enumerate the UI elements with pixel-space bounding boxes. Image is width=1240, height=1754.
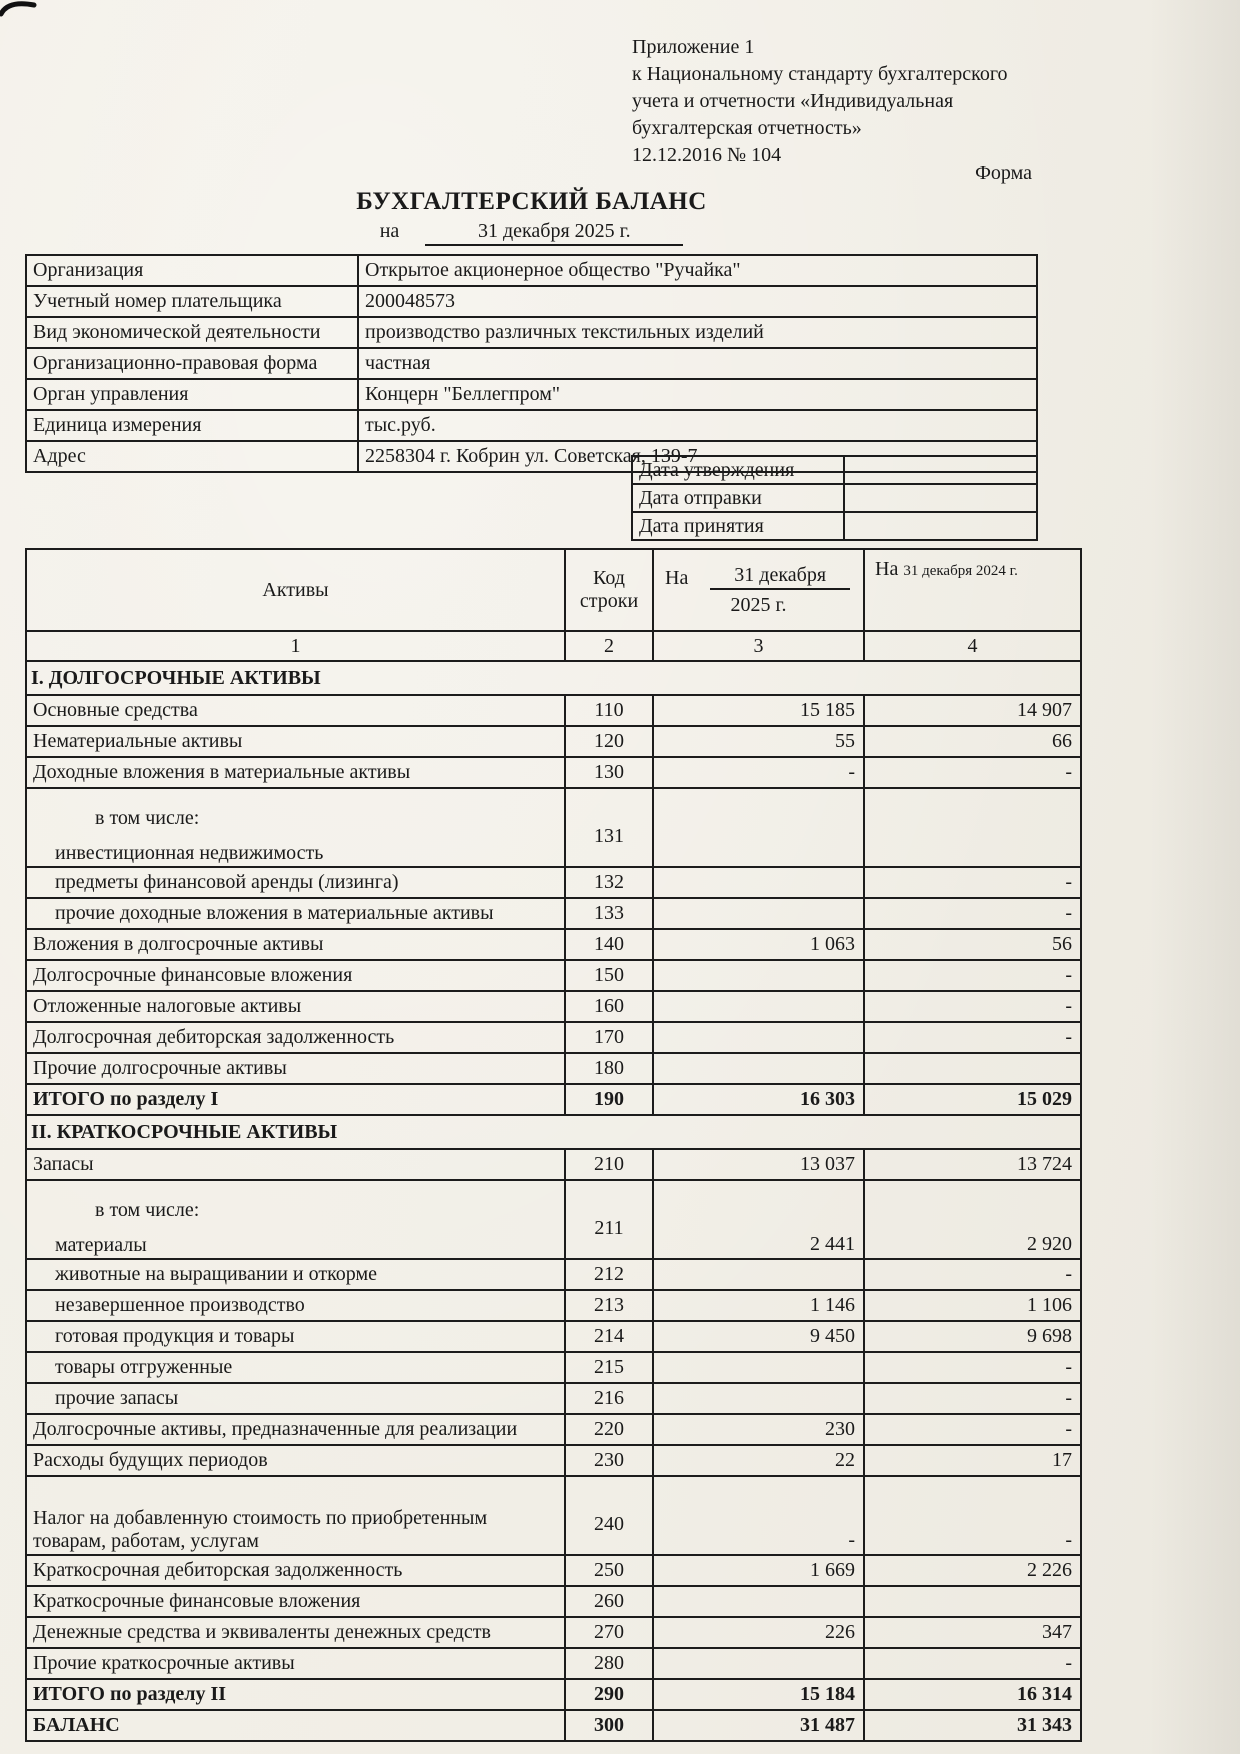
- asset-row-value-2025: 230: [653, 1414, 864, 1445]
- asset-row-label: [26, 1149, 565, 1180]
- appendix-line: Приложение 1: [632, 36, 755, 58]
- approval-date-row: [632, 456, 1037, 484]
- org-info-row: [26, 410, 1037, 441]
- asset-row-value-2024: -: [864, 867, 1081, 898]
- asset-row-code: 180: [565, 1053, 653, 1084]
- approval-dates-body: [632, 456, 1037, 540]
- asset-row-label-text: материалы: [55, 1234, 147, 1256]
- asset-row-value-2025: [653, 1648, 864, 1679]
- asset-row-value-2025: 1 669: [653, 1555, 864, 1586]
- asset-row-value-2024: -: [864, 991, 1081, 1022]
- asset-row-code: 170: [565, 1022, 653, 1053]
- asset-row-label-text: предметы финансовой аренды (лизинга): [55, 871, 399, 893]
- org-info-row: [26, 286, 1037, 317]
- page-title: БУХГАЛТЕРСКИЙ БАЛАНС: [356, 188, 707, 215]
- asset-row-value-2024: -: [864, 1476, 1081, 1555]
- col3-year: 2025 г.: [730, 593, 787, 616]
- asset-row-label: [26, 788, 565, 867]
- asset-row-code: 220: [565, 1414, 653, 1445]
- approval-date-label: Дата отправки: [632, 484, 844, 512]
- asset-row-value-2025: [653, 1383, 864, 1414]
- asset-row-value-2025: 16 303: [653, 1084, 864, 1115]
- asset-row: [26, 1586, 1081, 1617]
- section-title: I. ДОЛГОСРОЧНЫЕ АКТИВЫ: [26, 661, 1081, 695]
- year-2025-column-header: [653, 549, 864, 631]
- asset-row-label-text: ИТОГО по разделу I: [33, 1088, 219, 1110]
- asset-row-value-2024: 347: [864, 1617, 1081, 1648]
- asset-row-value-2024: -: [864, 1022, 1081, 1053]
- asset-row-value-2025: [653, 1022, 864, 1053]
- asset-row-label-text: товары отгруженные: [55, 1356, 233, 1378]
- asset-row-label-text: незавершенное производство: [55, 1294, 305, 1316]
- asset-row-code: 132: [565, 867, 653, 898]
- org-info-body: [26, 255, 1037, 472]
- org-info-row: [26, 255, 1037, 286]
- asset-row-label: [26, 1617, 565, 1648]
- asset-row-value-2024: 56: [864, 929, 1081, 960]
- appendix-line: учета и отчетности «Индивидуальная: [632, 90, 954, 112]
- asset-row-label-text: Нематериальные активы: [33, 730, 243, 752]
- asset-row-code: 150: [565, 960, 653, 991]
- column-number: 4: [864, 631, 1081, 661]
- asset-row-value-2025: 1 063: [653, 929, 864, 960]
- asset-row-code: 133: [565, 898, 653, 929]
- org-info-value: частная: [358, 348, 1037, 379]
- asset-row-code: 213: [565, 1290, 653, 1321]
- org-info-label: Учетный номер плательщика: [26, 286, 358, 317]
- asset-row-label: [26, 757, 565, 788]
- asset-row-label-text: Долгосрочная дебиторская задолженность: [33, 1026, 395, 1048]
- asset-row-code: 130: [565, 757, 653, 788]
- org-info-label: Адрес: [26, 441, 358, 472]
- balance-sheet-body: [26, 661, 1081, 1741]
- appendix-line: бухгалтерская отчетность»: [632, 117, 862, 139]
- asset-row-label: [26, 960, 565, 991]
- asset-row-label: [26, 1022, 565, 1053]
- approval-date-label: Дата принятия: [632, 512, 844, 540]
- column-header-row: [26, 549, 1081, 631]
- report-date-prefix: на: [379, 220, 400, 242]
- asset-row: [26, 1290, 1081, 1321]
- asset-row-code: 250: [565, 1555, 653, 1586]
- col4-prefix: На: [875, 558, 899, 580]
- asset-row-label-text: Налог на добавленную стоимость по приобретенным: [33, 1507, 488, 1529]
- org-info-label: Организационно-правовая форма: [26, 348, 358, 379]
- org-info-row: [26, 379, 1037, 410]
- asset-row-value-2024: 2 920: [864, 1180, 1081, 1259]
- year-2024-column-header: [864, 549, 1081, 631]
- asset-row: [26, 960, 1081, 991]
- asset-row-code: 270: [565, 1617, 653, 1648]
- section-header-row: [26, 1115, 1081, 1149]
- asset-row-code: 230: [565, 1445, 653, 1476]
- asset-row-label-text: прочие запасы: [55, 1387, 179, 1409]
- asset-row-label: [26, 991, 565, 1022]
- asset-row-value-2025: 15 185: [653, 695, 864, 726]
- col3-date: 31 декабря: [710, 564, 850, 590]
- asset-row: [26, 1648, 1081, 1679]
- asset-row-value-2025: [653, 1053, 864, 1084]
- asset-row-label-text: Прочие долгосрочные активы: [33, 1057, 287, 1079]
- column-number-row: [26, 631, 1081, 661]
- asset-row: [26, 726, 1081, 757]
- asset-row-code: 120: [565, 726, 653, 757]
- report-date-value: 31 декабря 2025 г.: [425, 220, 683, 246]
- asset-row-value-2025: 31 487: [653, 1710, 864, 1741]
- asset-row-label: [26, 1053, 565, 1084]
- asset-row-label: [26, 1180, 565, 1259]
- asset-row-value-2024: [864, 788, 1081, 867]
- appendix-line: к Национальному стандарту бухгалтерского: [632, 63, 1008, 85]
- asset-row-value-2025: 15 184: [653, 1679, 864, 1710]
- asset-row-value-2024: 17: [864, 1445, 1081, 1476]
- asset-row-value-2025: -: [653, 757, 864, 788]
- asset-row-label: [26, 929, 565, 960]
- asset-row-label: [26, 1679, 565, 1710]
- asset-row-label-text: Прочие краткосрочные активы: [33, 1652, 295, 1674]
- asset-row: [26, 867, 1081, 898]
- asset-row-label: [26, 898, 565, 929]
- org-info-value: Концерн "Беллегпром": [358, 379, 1037, 410]
- asset-row-value-2025: [653, 991, 864, 1022]
- approval-date-value: [844, 512, 1037, 540]
- asset-row: [26, 1259, 1081, 1290]
- asset-row-sublabel-header: в том числе:: [95, 807, 200, 829]
- asset-row: [26, 1555, 1081, 1586]
- asset-row-value-2024: 66: [864, 726, 1081, 757]
- asset-row-label-text: Долгосрочные активы, предназначенные для реализации: [33, 1418, 518, 1440]
- asset-row-code: 212: [565, 1259, 653, 1290]
- approval-date-label: Дата утверждения: [632, 456, 844, 484]
- asset-row: [26, 1180, 1081, 1259]
- asset-row: [26, 788, 1081, 867]
- approval-date-value: [844, 456, 1037, 484]
- asset-row-value-2025: [653, 867, 864, 898]
- asset-row-label: [26, 1476, 565, 1555]
- asset-row-value-2024: 13 724: [864, 1149, 1081, 1180]
- asset-row: [26, 991, 1081, 1022]
- asset-row-label-text: прочие доходные вложения в материальные активы: [55, 902, 494, 924]
- asset-row-value-2024: 1 106: [864, 1290, 1081, 1321]
- asset-row-code: 131: [565, 788, 653, 867]
- asset-row-value-2024: -: [864, 1648, 1081, 1679]
- assets-column-header: Активы: [26, 549, 565, 631]
- asset-row: [26, 1149, 1081, 1180]
- asset-row-label-text: БАЛАНС: [33, 1714, 120, 1736]
- asset-row-code: 214: [565, 1321, 653, 1352]
- asset-row: [26, 1352, 1081, 1383]
- asset-row-value-2024: 9 698: [864, 1321, 1081, 1352]
- asset-row-code: 216: [565, 1383, 653, 1414]
- asset-row-value-2024: -: [864, 1383, 1081, 1414]
- asset-row-value-2024: 31 343: [864, 1710, 1081, 1741]
- asset-row-value-2024: 2 226: [864, 1555, 1081, 1586]
- asset-row-label-text: товарам, работам, услугам: [33, 1530, 259, 1552]
- asset-row-value-2025: 2 441: [653, 1180, 864, 1259]
- asset-row: [26, 1053, 1081, 1084]
- asset-row-sublabel-header: в том числе:: [95, 1199, 200, 1221]
- asset-row: [26, 757, 1081, 788]
- asset-row-value-2024: 15 029: [864, 1084, 1081, 1115]
- org-info-value: 2258304 г. Кобрин ул. Советская, 139-7: [358, 441, 1037, 472]
- asset-row-value-2024: -: [864, 1352, 1081, 1383]
- asset-row-code: 240: [565, 1476, 653, 1555]
- asset-row-label: [26, 1555, 565, 1586]
- asset-row: [26, 1414, 1081, 1445]
- asset-row-value-2025: 13 037: [653, 1149, 864, 1180]
- asset-row-label-text: Основные средства: [33, 699, 198, 721]
- asset-row-label: [26, 1259, 565, 1290]
- approval-dates-table: [631, 455, 1038, 541]
- asset-row-label-text: Вложения в долгосрочные активы: [33, 933, 324, 955]
- asset-row-label: [26, 1352, 565, 1383]
- asset-row-value-2025: -: [653, 1476, 864, 1555]
- asset-row-label: [26, 1710, 565, 1741]
- col4-date: 31 декабря 2024 г.: [903, 563, 1018, 579]
- asset-row-label: [26, 1383, 565, 1414]
- col3-prefix: На: [665, 566, 689, 589]
- asset-row-value-2024: 14 907: [864, 695, 1081, 726]
- asset-row-code: 210: [565, 1149, 653, 1180]
- asset-row-label: [26, 1290, 565, 1321]
- asset-row-code: 290: [565, 1679, 653, 1710]
- document-title-block: [25, 188, 1038, 246]
- asset-row-label: [26, 1321, 565, 1352]
- asset-row: [26, 929, 1081, 960]
- asset-row-label: [26, 867, 565, 898]
- scan-corner-artifact: [0, 0, 46, 22]
- asset-row-code: 280: [565, 1648, 653, 1679]
- asset-row-label-text: Денежные средства и эквиваленты денежных средств: [33, 1621, 491, 1643]
- asset-row-label-text: животные на выращивании и откорме: [55, 1263, 378, 1285]
- asset-row-code: 160: [565, 991, 653, 1022]
- asset-row-label-text: Доходные вложения в материальные активы: [33, 761, 411, 783]
- section-header-row: [26, 661, 1081, 695]
- asset-row: [26, 1321, 1081, 1352]
- asset-row-label-text: Краткосрочные финансовые вложения: [33, 1590, 361, 1612]
- asset-row-value-2025: [653, 898, 864, 929]
- asset-row-value-2025: [653, 1259, 864, 1290]
- asset-row-label: [26, 1084, 565, 1115]
- asset-row-value-2025: 1 146: [653, 1290, 864, 1321]
- org-info-value: тыс.руб.: [358, 410, 1037, 441]
- org-info-label: Вид экономической деятельности: [26, 317, 358, 348]
- asset-row-label: [26, 1586, 565, 1617]
- code-column-header: Код строки: [565, 549, 653, 631]
- report-date-line: [25, 220, 1038, 246]
- approval-date-row: [632, 512, 1037, 540]
- asset-row-label: [26, 1445, 565, 1476]
- org-info-label: Организация: [26, 255, 358, 286]
- appendix-reference-block: [632, 34, 1008, 169]
- asset-row: [26, 1617, 1081, 1648]
- asset-row-value-2024: -: [864, 757, 1081, 788]
- asset-row-value-2025: 226: [653, 1617, 864, 1648]
- asset-row-label: [26, 1648, 565, 1679]
- asset-row: [26, 1445, 1081, 1476]
- asset-row-value-2025: [653, 960, 864, 991]
- asset-row-value-2025: 55: [653, 726, 864, 757]
- approval-date-value: [844, 484, 1037, 512]
- asset-row-value-2024: -: [864, 1259, 1081, 1290]
- asset-row-code: 211: [565, 1180, 653, 1259]
- asset-row: [26, 1084, 1081, 1115]
- asset-row-value-2025: [653, 1586, 864, 1617]
- asset-row-value-2024: 16 314: [864, 1679, 1081, 1710]
- org-info-row: [26, 348, 1037, 379]
- asset-row-value-2024: [864, 1053, 1081, 1084]
- asset-row: [26, 1710, 1081, 1741]
- balance-sheet-head: [26, 549, 1081, 661]
- section-title: II. КРАТКОСРОЧНЫЕ АКТИВЫ: [26, 1115, 1081, 1149]
- asset-row-value-2024: [864, 1586, 1081, 1617]
- column-number: 3: [653, 631, 864, 661]
- asset-row: [26, 898, 1081, 929]
- column-number: 1: [26, 631, 565, 661]
- asset-row-label-text: готовая продукция и товары: [55, 1325, 295, 1347]
- asset-row-value-2025: 9 450: [653, 1321, 864, 1352]
- asset-row-label-text: Краткосрочная дебиторская задолженность: [33, 1559, 403, 1581]
- approval-date-row: [632, 484, 1037, 512]
- asset-row: [26, 1022, 1081, 1053]
- asset-row-value-2024: -: [864, 1414, 1081, 1445]
- appendix-line: 12.12.2016 № 104: [632, 144, 782, 166]
- asset-row-label-text: ИТОГО по разделу II: [33, 1683, 227, 1705]
- asset-row-value-2025: [653, 788, 864, 867]
- balance-sheet-table: [25, 548, 1082, 1742]
- asset-row-value-2024: -: [864, 898, 1081, 929]
- asset-row-value-2025: 22: [653, 1445, 864, 1476]
- org-info-label: Орган управления: [26, 379, 358, 410]
- asset-row-label-text: инвестиционная недвижимость: [55, 842, 324, 864]
- asset-row-code: 300: [565, 1710, 653, 1741]
- asset-row-code: 260: [565, 1586, 653, 1617]
- column-number: 2: [565, 631, 653, 661]
- asset-row-value-2025: [653, 1352, 864, 1383]
- asset-row-code: 140: [565, 929, 653, 960]
- asset-row: [26, 1476, 1081, 1555]
- asset-row-label: [26, 695, 565, 726]
- asset-row-label: [26, 726, 565, 757]
- asset-row-label: [26, 1414, 565, 1445]
- asset-row-code: 215: [565, 1352, 653, 1383]
- org-info-row: [26, 317, 1037, 348]
- asset-row: [26, 1383, 1081, 1414]
- org-info-label: Единица измерения: [26, 410, 358, 441]
- asset-row-label-text: Запасы: [33, 1153, 94, 1175]
- asset-row-label-text: Долгосрочные финансовые вложения: [33, 964, 353, 986]
- asset-row-value-2024: -: [864, 960, 1081, 991]
- asset-row-label-text: Расходы будущих периодов: [33, 1449, 268, 1471]
- asset-row-code: 110: [565, 695, 653, 726]
- org-info-value: 200048573: [358, 286, 1037, 317]
- asset-row-label-text: Отложенные налоговые активы: [33, 995, 302, 1017]
- asset-row: [26, 695, 1081, 726]
- org-info-table: [25, 254, 1038, 473]
- org-info-value: производство различных текстильных изделий: [358, 317, 1037, 348]
- asset-row: [26, 1679, 1081, 1710]
- asset-row-code: 190: [565, 1084, 653, 1115]
- form-label: Форма: [975, 162, 1032, 184]
- org-info-value: Открытое акционерное общество "Ручайка": [358, 255, 1037, 286]
